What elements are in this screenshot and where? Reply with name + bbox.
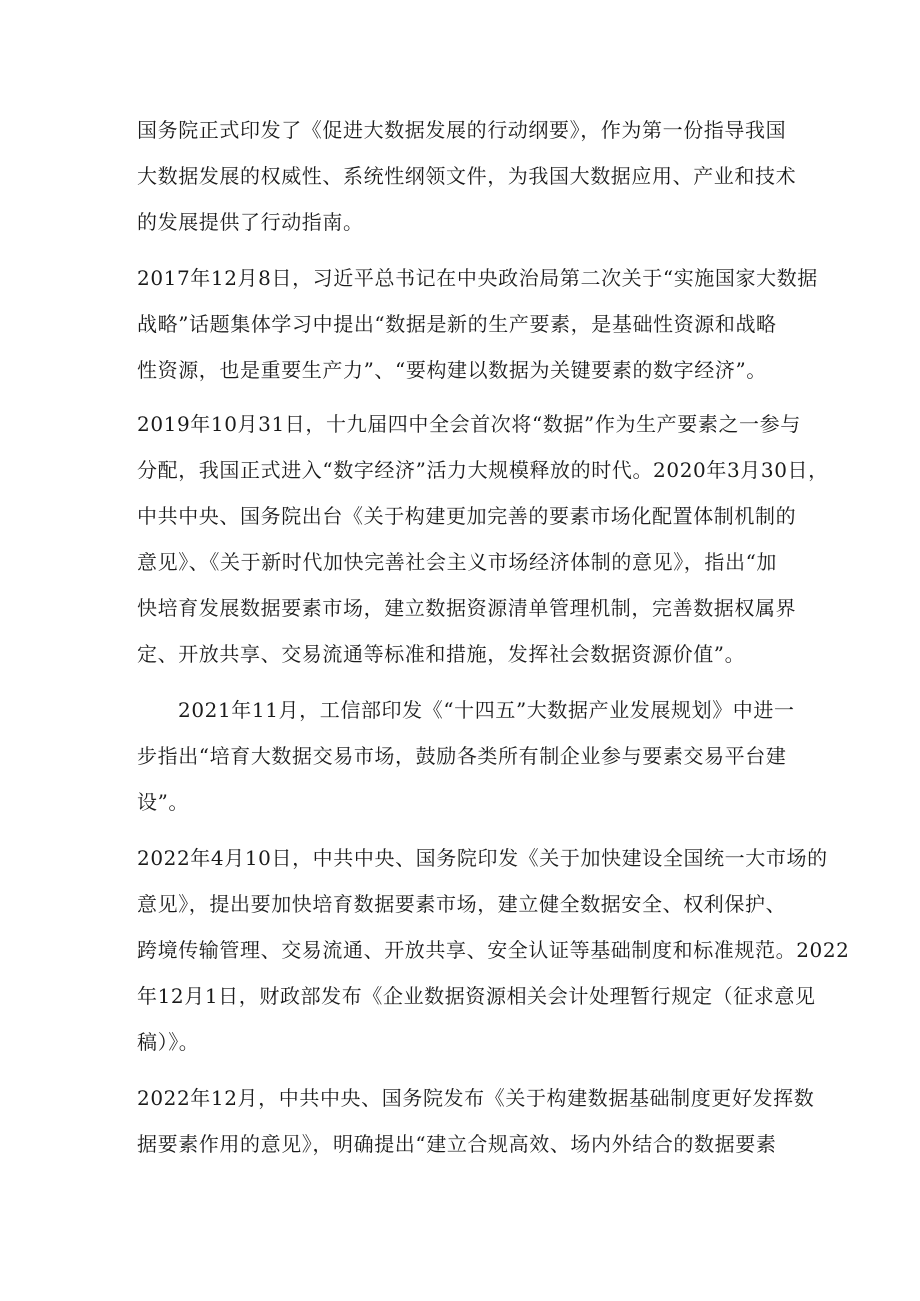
paragraph-line: 分配，我国正式进入“数字经济”活力大规模释放的时代。2020年3月30日， bbox=[137, 458, 829, 482]
paragraph-line: 国务院正式印发了《促进大数据发展的行动纲要》，作为第一份指导我国 bbox=[137, 118, 787, 142]
paragraph-line: 快培育发展数据要素市场，建立数据资源清单管理机制，完善数据权属界 bbox=[137, 596, 797, 620]
paragraph-line: 2017年12月8日，习近平总书记在中央政治局第二次关于“实施国家大数据 bbox=[137, 266, 818, 290]
paragraph-line: 的发展提供了行动指南。 bbox=[137, 210, 364, 234]
paragraph-line: 2022年12月，中共中央、国务院发布《关于构建数据基础制度更好发挥数 bbox=[137, 1086, 815, 1110]
paragraph-line: 年12月1日，财政部发布《企业数据资源相关会计处理暂行规定（征求意见 bbox=[137, 984, 816, 1008]
paragraph-line: 定、开放共享、交易流通等标准和措施，发挥社会数据资源价值”。 bbox=[137, 642, 746, 666]
paragraph-line: 战略”话题集体学习中提出“数据是新的生产要素，是基础性资源和战略 bbox=[137, 312, 777, 336]
paragraph-line: 步指出“培育大数据交易市场，鼓励各类所有制企业参与要素交易平台建 bbox=[137, 744, 787, 768]
paragraph-line: 大数据发展的权威性、系统性纲领文件，为我国大数据应用、产业和技术 bbox=[137, 164, 797, 188]
paragraph-line: 中共中央、国务院出台《关于构建更加完善的要素市场化配置体制机制的 bbox=[137, 504, 797, 528]
paragraph-line: 意见》，提出要加快培育数据要素市场，建立健全数据安全、权利保护、 bbox=[137, 892, 787, 916]
paragraph-line: 稿）》。 bbox=[137, 1030, 200, 1054]
paragraph-line: 2022年4月10日，中共中央、国务院印发《关于加快建设全国统一大市场的 bbox=[137, 846, 828, 870]
paragraph-line: 意见》、《关于新时代加快完善社会主义市场经济体制的意见》，指出“加 bbox=[137, 550, 778, 574]
paragraph-line: 跨境传输管理、交易流通、开放共享、安全认证等基础制度和标准规范。2022 bbox=[137, 938, 850, 962]
paragraph-line: 性资源，也是重要生产力”、“要构建以数据为关键要素的数字经济”。 bbox=[137, 358, 767, 382]
paragraph-line: 2021年11月，工信部印发《“十四五”大数据产业发展规划》中进一 bbox=[178, 698, 795, 722]
paragraph-line: 2019年10月31日，十九届四中全会首次将“数据”作为生产要素之一参与 bbox=[137, 412, 801, 436]
paragraph-line: 设”。 bbox=[137, 790, 190, 814]
paragraph-line: 据要素作用的意见》，明确提出“建立合规高效、场内外结合的数据要素 bbox=[137, 1132, 777, 1156]
